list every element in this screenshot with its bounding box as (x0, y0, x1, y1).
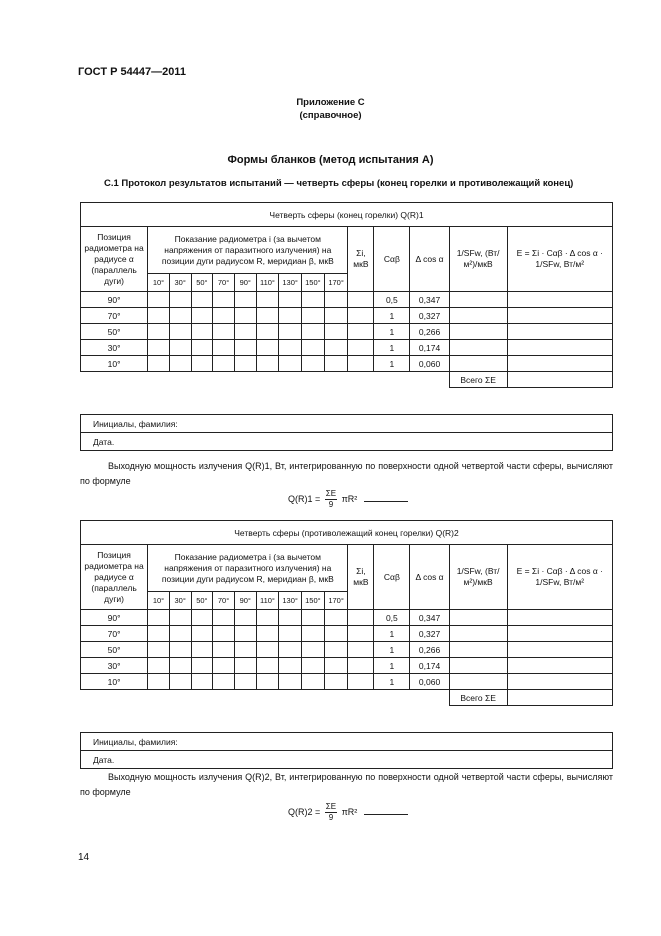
reading-cell[interactable] (324, 324, 348, 340)
sum-i-cell[interactable] (348, 292, 374, 308)
reading-cell[interactable] (302, 308, 325, 324)
reading-cell[interactable] (191, 324, 213, 340)
reading-cell[interactable] (256, 308, 279, 324)
reading-cell[interactable] (302, 674, 325, 690)
e-cell[interactable] (507, 642, 612, 658)
reading-cell[interactable] (256, 674, 279, 690)
c-beta-value: 1 (374, 324, 410, 340)
formula-result-blank[interactable] (364, 805, 408, 815)
c-beta-value: 1 (374, 356, 410, 372)
row-angle: 10° (81, 356, 148, 372)
meridian-header: 130° (279, 592, 302, 610)
row-angle: 50° (81, 642, 148, 658)
reading-cell[interactable] (148, 658, 170, 674)
reading-cell[interactable] (234, 324, 256, 340)
e-cell[interactable] (507, 292, 612, 308)
reading-cell[interactable] (302, 324, 325, 340)
row-angle: 10° (81, 674, 148, 690)
reading-cell[interactable] (234, 308, 256, 324)
position-header: Позиция радиометра на радиусе α (параллель дуги) (81, 227, 148, 292)
reading-cell[interactable] (169, 356, 191, 372)
meridian-header: 10° (148, 592, 170, 610)
table-row (81, 356, 613, 372)
position-header: Позиция радиометра на радиусе α (параллель дуги) (81, 545, 148, 610)
dcos-value: 0,327 (410, 308, 449, 324)
meridian-header: 90° (234, 592, 256, 610)
e-cell[interactable] (507, 324, 612, 340)
dcos-value: 0,060 (410, 356, 449, 372)
row-angle: 70° (81, 308, 148, 324)
signature-block-2 (80, 732, 613, 769)
e-cell[interactable] (507, 658, 612, 674)
reading-cell[interactable] (169, 292, 191, 308)
reading-cell[interactable] (148, 324, 170, 340)
inv-sf-header: 1/SFw, (Вт/м²)/мкВ (449, 545, 507, 610)
section-title: С.1 Протокол результатов испытаний — четверть сферы (конец горелки и противолежащий конец) (104, 178, 574, 189)
sum-i-header: Σi, мкВ (348, 545, 374, 610)
dcos-header: Δ cos α (410, 227, 449, 292)
meridian-header: 150° (302, 274, 325, 292)
reading-cell[interactable] (279, 674, 302, 690)
formula-numerator: ΣE (325, 802, 337, 811)
sum-i-cell[interactable] (348, 642, 374, 658)
meridian-header: 110° (256, 592, 279, 610)
reading-cell[interactable] (279, 610, 302, 626)
sum-i-cell[interactable] (348, 674, 374, 690)
sum-i-cell[interactable] (348, 610, 374, 626)
reading-cell[interactable] (234, 340, 256, 356)
reading-cell[interactable] (148, 626, 170, 642)
reading-cell[interactable] (234, 674, 256, 690)
row-angle: 90° (81, 610, 148, 626)
formula-rhs: πR² (341, 806, 358, 817)
row-angle: 70° (81, 626, 148, 642)
reading-cell[interactable] (148, 356, 170, 372)
meridian-header: 130° (279, 274, 302, 292)
paragraph-1: Выходную мощность излучения Q(R)1, Вт, интегрированную по поверхности одной четвертой части сферы, вычисляют по формуле (80, 461, 613, 486)
table-caption: Четверть сферы (конец горелки) Q(R)1 (81, 203, 613, 227)
row-angle: 30° (81, 658, 148, 674)
reading-cell[interactable] (169, 626, 191, 642)
formula-2 (288, 802, 408, 823)
initials-field[interactable]: Инициалы, фамилия: (81, 733, 613, 751)
reading-cell[interactable] (256, 642, 279, 658)
inv-sf-cell[interactable] (449, 340, 507, 356)
reading-cell[interactable] (213, 626, 235, 642)
row-angle: 50° (81, 324, 148, 340)
table-row (81, 610, 613, 626)
inv-sf-cell[interactable] (449, 308, 507, 324)
reading-cell[interactable] (148, 610, 170, 626)
table-row (81, 324, 613, 340)
dcos-value: 0,060 (410, 674, 449, 690)
reading-cell[interactable] (256, 356, 279, 372)
reading-cell[interactable] (324, 674, 348, 690)
c-beta-header: Cαβ (374, 545, 410, 610)
c-beta-value: 1 (374, 674, 410, 690)
reading-cell[interactable] (279, 626, 302, 642)
meridian-header: 10° (148, 274, 170, 292)
reading-cell[interactable] (213, 610, 235, 626)
date-field[interactable]: Дата. (81, 433, 613, 451)
reading-cell[interactable] (324, 356, 348, 372)
c-beta-value: 1 (374, 308, 410, 324)
reading-header: Показание радиометра i (за вычетом напряжения от паразитного излучения) на позиции дуги радиусом R, меридиан β, мкВ (148, 545, 348, 592)
reading-cell[interactable] (302, 626, 325, 642)
c-beta-value: 1 (374, 658, 410, 674)
sum-i-cell[interactable] (348, 308, 374, 324)
main-title: Формы бланков (метод испытания А) (227, 154, 434, 166)
reading-cell[interactable] (279, 308, 302, 324)
meridian-header: 70° (213, 592, 235, 610)
dcos-header: Δ cos α (410, 545, 449, 610)
reading-cell[interactable] (213, 674, 235, 690)
meridian-header: 50° (191, 592, 213, 610)
reading-cell[interactable] (279, 292, 302, 308)
table-row (81, 292, 613, 308)
protocol-table (80, 202, 613, 388)
date-field[interactable]: Дата. (81, 751, 613, 769)
formula-1 (288, 489, 408, 510)
formula-lhs: Q(R)2 = (288, 806, 321, 817)
reading-cell[interactable] (191, 642, 213, 658)
reading-cell[interactable] (324, 292, 348, 308)
reading-cell[interactable] (279, 340, 302, 356)
reading-cell[interactable] (302, 610, 325, 626)
reading-cell[interactable] (169, 674, 191, 690)
c-beta-value: 1 (374, 626, 410, 642)
reading-cell[interactable] (213, 324, 235, 340)
reading-cell[interactable] (234, 610, 256, 626)
dcos-value: 0,174 (410, 658, 449, 674)
meridian-header: 30° (169, 592, 191, 610)
reading-cell[interactable] (256, 340, 279, 356)
dcos-value: 0,327 (410, 626, 449, 642)
e-cell[interactable] (507, 308, 612, 324)
reading-cell[interactable] (324, 308, 348, 324)
reading-cell[interactable] (234, 626, 256, 642)
reading-cell[interactable] (169, 642, 191, 658)
reading-cell[interactable] (148, 308, 170, 324)
reading-cell[interactable] (234, 658, 256, 674)
inv-sf-cell[interactable] (449, 626, 507, 642)
reading-cell[interactable] (148, 292, 170, 308)
meridian-header: 50° (191, 274, 213, 292)
reading-cell[interactable] (302, 292, 325, 308)
meridian-header: 170° (324, 592, 348, 610)
inv-sf-cell[interactable] (449, 642, 507, 658)
reading-cell[interactable] (279, 324, 302, 340)
page-number: 14 (78, 852, 90, 863)
dcos-value: 0,266 (410, 642, 449, 658)
total-label: Всего ΣE (449, 690, 507, 706)
table-row (81, 674, 613, 690)
meridian-header: 30° (169, 274, 191, 292)
inv-sf-cell[interactable] (449, 324, 507, 340)
reading-cell[interactable] (213, 308, 235, 324)
reading-cell[interactable] (234, 642, 256, 658)
table-row (81, 308, 613, 324)
formula-numerator: ΣE (325, 489, 337, 498)
formula-denominator: 9 (328, 813, 334, 822)
dcos-value: 0,266 (410, 324, 449, 340)
reading-cell[interactable] (148, 674, 170, 690)
reading-cell[interactable] (256, 292, 279, 308)
appendix-note: (справочное) (299, 110, 362, 121)
reading-cell[interactable] (279, 642, 302, 658)
e-header: E = Σi · Cαβ · Δ cos α · 1/SFw, Вт/м² (507, 227, 612, 292)
reading-cell[interactable] (191, 308, 213, 324)
c-beta-value: 1 (374, 642, 410, 658)
reading-cell[interactable] (256, 324, 279, 340)
table-row (81, 658, 613, 674)
meridian-header: 110° (256, 274, 279, 292)
meridian-header: 90° (234, 274, 256, 292)
reading-cell[interactable] (191, 626, 213, 642)
signature-block-1 (80, 414, 613, 451)
reading-cell[interactable] (148, 340, 170, 356)
reading-cell[interactable] (324, 626, 348, 642)
reading-cell[interactable] (256, 626, 279, 642)
row-angle: 30° (81, 340, 148, 356)
reading-cell[interactable] (169, 658, 191, 674)
c-beta-header: Cαβ (374, 227, 410, 292)
table-row (81, 626, 613, 642)
dcos-value: 0,347 (410, 292, 449, 308)
reading-cell[interactable] (191, 610, 213, 626)
reading-cell[interactable] (234, 292, 256, 308)
total-label: Всего ΣE (449, 372, 507, 388)
reading-cell[interactable] (302, 642, 325, 658)
reading-cell[interactable] (279, 356, 302, 372)
paragraph-2: Выходную мощность излучения Q(R)2, Вт, интегрированную по поверхности одной четвертой части сферы, вычисляют по формуле (80, 772, 613, 797)
sum-i-cell[interactable] (348, 340, 374, 356)
reading-cell[interactable] (302, 340, 325, 356)
row-angle: 90° (81, 292, 148, 308)
reading-cell[interactable] (324, 658, 348, 674)
e-cell[interactable] (507, 674, 612, 690)
reading-cell[interactable] (169, 340, 191, 356)
sum-i-header: Σi, мкВ (348, 227, 374, 292)
reading-cell[interactable] (324, 340, 348, 356)
dcos-value: 0,347 (410, 610, 449, 626)
e-cell[interactable] (507, 356, 612, 372)
inv-sf-cell[interactable] (449, 610, 507, 626)
reading-cell[interactable] (302, 356, 325, 372)
reading-cell[interactable] (169, 324, 191, 340)
reading-cell[interactable] (324, 642, 348, 658)
inv-sf-cell[interactable] (449, 292, 507, 308)
reading-cell[interactable] (256, 658, 279, 674)
reading-cell[interactable] (191, 356, 213, 372)
formula-rhs: πR² (341, 493, 358, 504)
reading-cell[interactable] (213, 356, 235, 372)
table-row (81, 340, 613, 356)
initials-field[interactable]: Инициалы, фамилия: (81, 415, 613, 433)
c-beta-value: 0,5 (374, 610, 410, 626)
standard-header: ГОСТ Р 54447—2011 (78, 66, 186, 78)
inv-sf-cell[interactable] (449, 658, 507, 674)
reading-cell[interactable] (191, 340, 213, 356)
e-cell[interactable] (507, 340, 612, 356)
reading-cell[interactable] (169, 308, 191, 324)
sum-i-cell[interactable] (348, 356, 374, 372)
reading-cell[interactable] (191, 658, 213, 674)
reading-cell[interactable] (213, 658, 235, 674)
reading-cell[interactable] (148, 642, 170, 658)
meridian-header: 150° (302, 592, 325, 610)
dcos-value: 0,174 (410, 340, 449, 356)
reading-cell[interactable] (302, 658, 325, 674)
table-row (81, 642, 613, 658)
reading-cell[interactable] (324, 610, 348, 626)
reading-cell[interactable] (191, 292, 213, 308)
appendix-title: Приложение С (296, 97, 365, 108)
formula-result-blank[interactable] (364, 492, 408, 502)
sum-i-cell[interactable] (348, 658, 374, 674)
reading-cell[interactable] (213, 340, 235, 356)
sum-i-cell[interactable] (348, 324, 374, 340)
c-beta-value: 0,5 (374, 292, 410, 308)
total-value[interactable] (507, 372, 612, 388)
reading-cell[interactable] (169, 610, 191, 626)
sum-i-cell[interactable] (348, 626, 374, 642)
reading-cell[interactable] (234, 356, 256, 372)
reading-cell[interactable] (191, 674, 213, 690)
reading-cell[interactable] (256, 610, 279, 626)
protocol-table (80, 520, 613, 706)
e-header: E = Σi · Cαβ · Δ cos α · 1/SFw, Вт/м² (507, 545, 612, 610)
c-beta-value: 1 (374, 340, 410, 356)
e-cell[interactable] (507, 610, 612, 626)
meridian-header: 170° (324, 274, 348, 292)
formula-denominator: 9 (328, 500, 334, 509)
inv-sf-cell[interactable] (449, 674, 507, 690)
reading-cell[interactable] (279, 658, 302, 674)
e-cell[interactable] (507, 626, 612, 642)
formula-lhs: Q(R)1 = (288, 493, 321, 504)
reading-cell[interactable] (213, 292, 235, 308)
meridian-header: 70° (213, 274, 235, 292)
reading-header: Показание радиометра i (за вычетом напряжения от паразитного излучения) на позиции дуги радиусом R, меридиан β, мкВ (148, 227, 348, 274)
total-value[interactable] (507, 690, 612, 706)
reading-cell[interactable] (213, 642, 235, 658)
inv-sf-header: 1/SFw, (Вт/м²)/мкВ (449, 227, 507, 292)
inv-sf-cell[interactable] (449, 356, 507, 372)
table-caption: Четверть сферы (противолежащий конец горелки) Q(R)2 (81, 521, 613, 545)
